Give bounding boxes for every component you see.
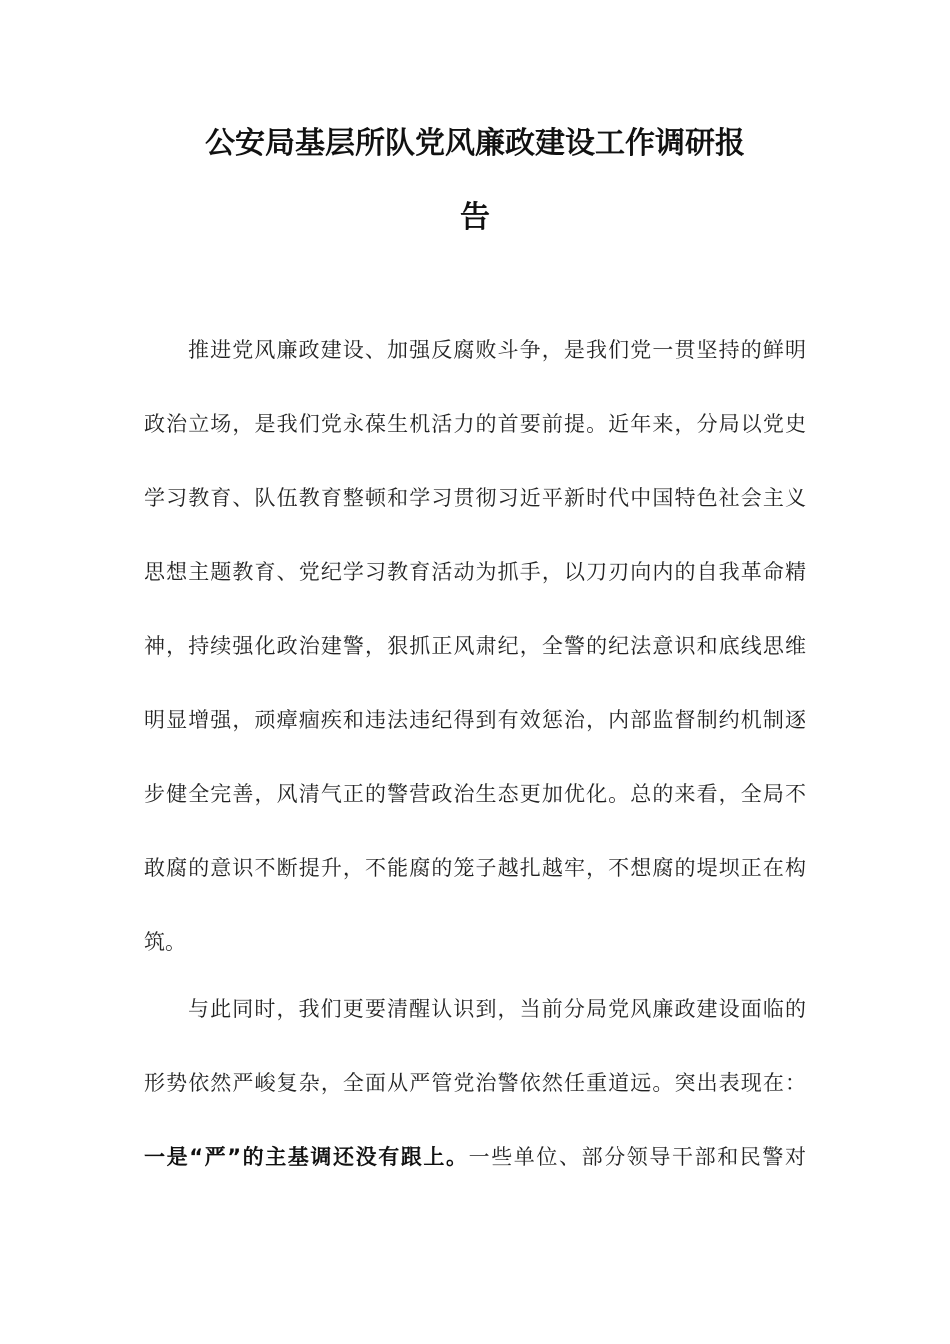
paragraph-line: 形势依然严峻复杂，全面从严管党治警依然任重道远。突出表现在： (144, 1071, 806, 1095)
document-title-line-1: 公安局基层所队党风廉政建设工作调研报 (205, 126, 745, 161)
paragraph-line: 政治立场，是我们党永葆生机活力的首要前提。近年来，分局以党史 (144, 412, 806, 436)
paragraph-text: 一些单位、部分领导干部和民警对 (468, 1145, 807, 1169)
paragraph-line: 学习教育、队伍教育整顿和学习贯彻习近平新时代中国特色社会主义 (144, 486, 806, 510)
paragraph-line: 思想主题教育、党纪学习教育活动为抓手，以刀刃向内的自我革命精 (144, 560, 806, 584)
paragraph-line: 神，持续强化政治建警，狠抓正风肃纪，全警的纪法意识和底线思维 (144, 634, 806, 658)
paragraph-line: 步健全完善，风清气正的警营政治生态更加优化。总的来看，全局不 (144, 782, 806, 806)
paragraph-3-line (144, 1142, 806, 1172)
paragraph-line: 推进党风廉政建设、加强反腐败斗争，是我们党一贯坚持的鲜明 (188, 338, 806, 362)
paragraph-line: 与此同时，我们更要清醒认识到，当前分局党风廉政建设面临的 (188, 997, 806, 1021)
paragraph-line: 敢腐的意识不断提升，不能腐的笼子越扎越牢，不想腐的堤坝正在构 (144, 856, 806, 880)
paragraph-line: 筑。 (144, 930, 186, 954)
paragraph-line: 明显增强，顽瘴痼疾和违法违纪得到有效惩治，内部监督制约机制逐 (144, 708, 806, 732)
document-title-line-2: 告 (460, 200, 490, 235)
bold-lead-text: 一是“严”的主基调还没有跟上。 (144, 1145, 469, 1169)
